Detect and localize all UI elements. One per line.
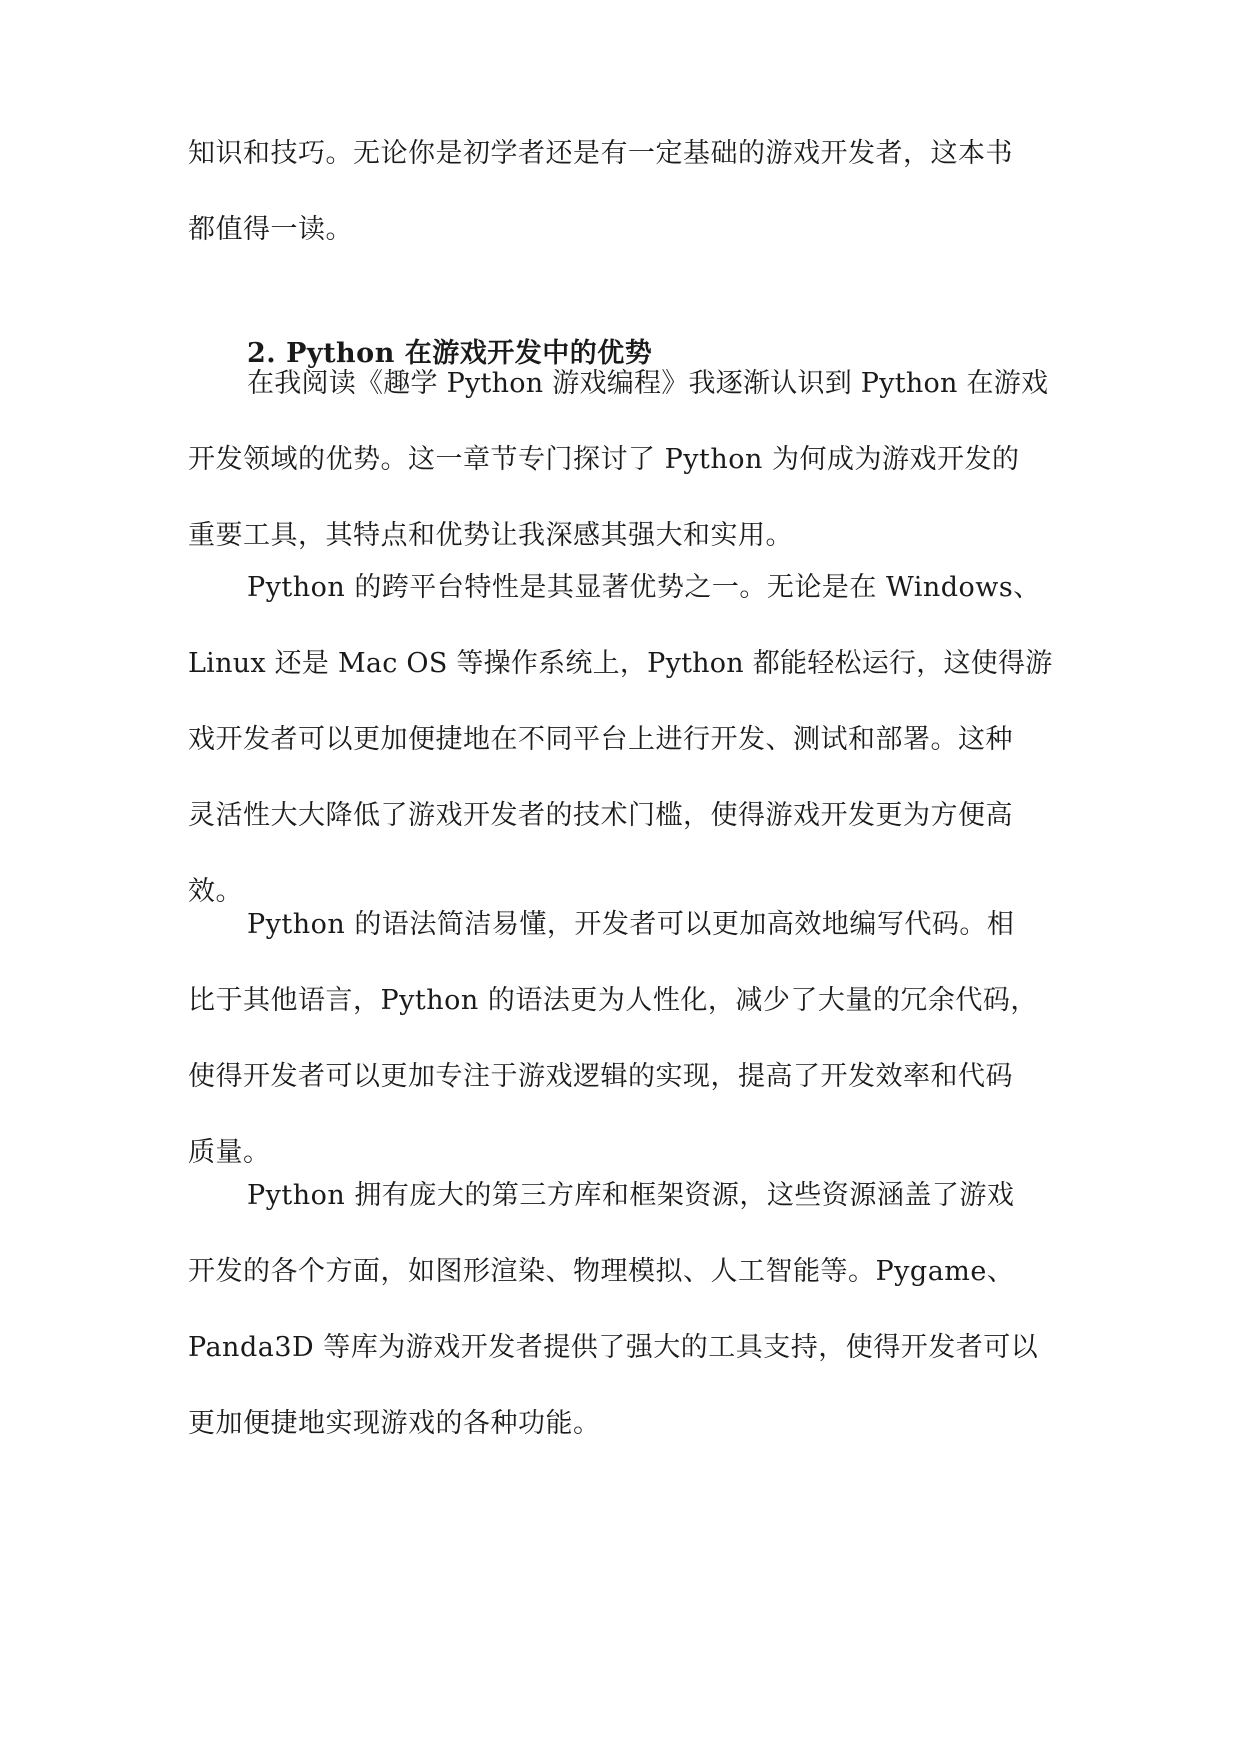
text-line: 重要工具，其特点和优势让我深感其强大和实用。 — [188, 520, 793, 551]
text-line: 使得开发者可以更加专注于游戏逻辑的实现，提高了开发效率和代码 — [188, 1061, 1013, 1092]
text-line: 灵活性大大降低了游戏开发者的技术门槛，使得游戏开发更为方便高 — [188, 800, 1013, 831]
paragraph-1 — [188, 346, 1054, 574]
text-line: 知识和技巧。无论你是初学者还是有一定基础的游戏开发者，这本书 — [188, 138, 1013, 169]
paragraph-2 — [188, 550, 1054, 930]
text-line: Python 的语法简洁易懂，开发者可以更加高效地编写代码。相 — [247, 909, 1015, 940]
text-line: Linux 还是 Mac OS 等操作系统上，Python 都能轻松运行，这使得游 — [188, 648, 1053, 679]
text-line: 开发的各个方面，如图形渲染、物理模拟、人工智能等。Pygame、 — [188, 1256, 1015, 1287]
text-line: 戏开发者可以更加便捷地在不同平台上进行开发、测试和部署。这种 — [188, 724, 1013, 755]
text-line: Python 拥有庞大的第三方库和框架资源，这些资源涵盖了游戏 — [247, 1180, 1015, 1211]
text-line: 效。 — [188, 876, 243, 907]
text-line: Panda3D 等库为游戏开发者提供了强大的工具支持，使得开发者可以 — [188, 1332, 1039, 1363]
text-line: Python 的跨平台特性是其显著优势之一。无论是在 Windows、 — [247, 572, 1041, 603]
section-heading: 2. Python 在游戏开发中的优势 — [247, 338, 653, 369]
text-line: 在我阅读《趣学 Python 游戏编程》我逐渐认识到 Python 在游戏 — [247, 368, 1049, 399]
text-line: 都值得一读。 — [188, 214, 353, 245]
text-line: 质量。 — [188, 1137, 271, 1168]
text-line: 开发领域的优势。这一章节专门探讨了 Python 为何成为游戏开发的 — [188, 444, 1020, 475]
text-line: 比于其他语言，Python 的语法更为人性化，减少了大量的冗余代码， — [188, 985, 1038, 1016]
paragraph-3 — [188, 887, 1054, 1191]
intro-paragraph — [188, 116, 1054, 268]
paragraph-4 — [188, 1158, 1054, 1462]
text-line: 更加便捷地实现游戏的各种功能。 — [188, 1408, 601, 1439]
